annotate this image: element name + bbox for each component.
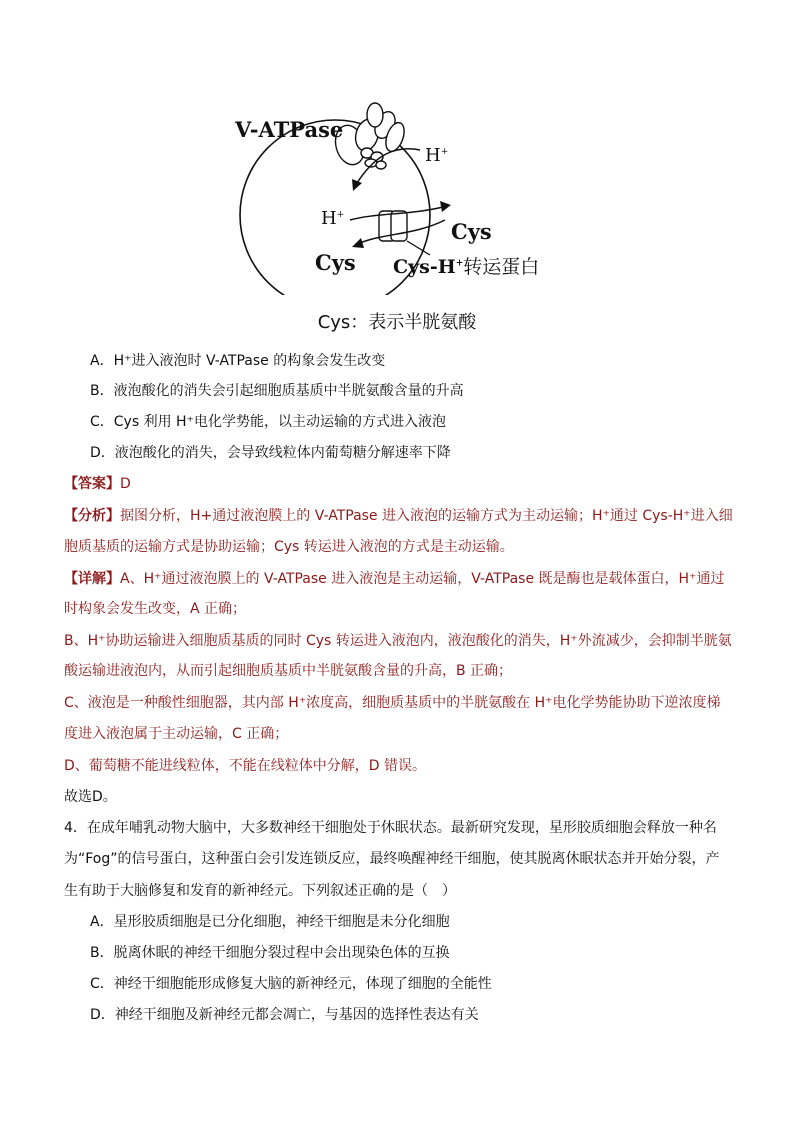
- detail-line-6: 度进入液泡属于主动运输，C 正确；: [64, 726, 289, 742]
- cys-left-label: Cys: [315, 250, 356, 275]
- analysis-text-1: 据图分析，H+通过液泡膜上的 V-ATPase 进入液泡的运输方式为主动运输；H⁺通过 Cys-H⁺进入细: [120, 508, 733, 524]
- q4-option-c: C．神经干细胞能形成修复大脑的新神经元，体现了细胞的全能性: [90, 976, 492, 992]
- detail-line-1: [64, 569, 724, 589]
- h-out-label: [425, 145, 448, 166]
- transporter-cn: 转运蛋白: [463, 256, 540, 278]
- detail-line-5: C、液泡是一种酸性细胞器，其内部 H⁺浓度高，细胞质基质中的半胱氨酸在 H⁺电化学势能协助下逆浓度梯: [64, 695, 721, 711]
- q4-stem-line-2: 为“Fog”的信号蛋白，这种蛋白会引发连锁反应，最终唤醒神经干细胞，使其脱离休眠状态并开始分裂，产: [64, 851, 720, 867]
- analysis-line-1: [64, 506, 733, 526]
- detail-tag: 【详解】: [64, 571, 120, 587]
- transporter-label: [393, 252, 539, 279]
- vatpase-label: V-ATPase: [235, 117, 344, 142]
- conclusion-line: 故选D。: [64, 789, 117, 805]
- detail-line-4: 酸运输进液泡内，从而引起细胞质基质中半胱氨酸含量的升高，B 正确；: [64, 663, 513, 679]
- answer-value: D: [120, 476, 131, 492]
- q3-option-a: A．H⁺进入液泡时 V-ATPase 的构象会发生改变: [90, 353, 386, 369]
- q4-option-d: D．神经干细胞及新神经元都会凋亡，与基因的选择性表达有关: [90, 1007, 479, 1023]
- cys-right-label: Cys: [451, 219, 492, 244]
- detail-line-3: B、H⁺协助运输进入细胞质基质的同时 Cys 转运进入液泡内，液泡酸化的消失，H⁺外流减少，会抑制半胱氨: [64, 633, 732, 649]
- q4-option-b: B．脱离休眠的神经干细胞分裂过程中会出现染色体的互换: [90, 945, 450, 961]
- q4-option-a: A．星形胶质细胞是已分化细胞，神经干细胞是未分化细胞: [90, 914, 450, 930]
- transporter-text: Cys-H: [393, 256, 456, 278]
- h-in-charge: +: [336, 210, 345, 220]
- transporter-charge: +: [455, 258, 464, 269]
- answer-line: [64, 474, 131, 494]
- h-out-text: H: [425, 145, 441, 166]
- figure-caption: Cys：表示半胱氨酸: [317, 312, 477, 333]
- h-in-label: [321, 208, 344, 229]
- analysis-tag: 【分析】: [64, 508, 120, 524]
- vacuole-transport-diagram: [225, 95, 575, 295]
- q3-option-b: B．液泡酸化的消失会引起细胞质基质中半胱氨酸含量的升高: [90, 383, 464, 399]
- detail-line-7: D、葡萄糖不能进线粒体，不能在线粒体中分解，D 错误。: [64, 758, 427, 774]
- q4-stem-line-3: 生有助于大脑修复和发育的新神经元。下列叙述正确的是（ ）: [64, 883, 456, 899]
- answer-tag: 【答案】: [64, 476, 120, 492]
- detail-text-1: A、H⁺通过液泡膜上的 V-ATPase 进入液泡是主动运输，V-ATPase 既是酶也是载体蛋白，H⁺通过: [120, 571, 725, 587]
- h-in-text: H: [321, 208, 337, 229]
- detail-line-2: 时构象会发生改变，A 正确；: [64, 601, 247, 617]
- h-out-charge: +: [440, 147, 449, 157]
- q3-option-c: C．Cys 利用 H⁺电化学势能，以主动运输的方式进入液泡: [90, 414, 446, 430]
- q4-stem-line-1: 4．在成年哺乳动物大脑中，大多数神经干细胞处于休眠状态。最新研究发现，星形胶质细胞会释放一种名: [64, 820, 717, 836]
- q3-option-d: D．液泡酸化的消失，会导致线粒体内葡萄糖分解速率下降: [90, 445, 451, 461]
- analysis-line-2: 胞质基质的运输方式是协助运输；Cys 转运进入液泡的方式是主动运输。: [64, 539, 514, 555]
